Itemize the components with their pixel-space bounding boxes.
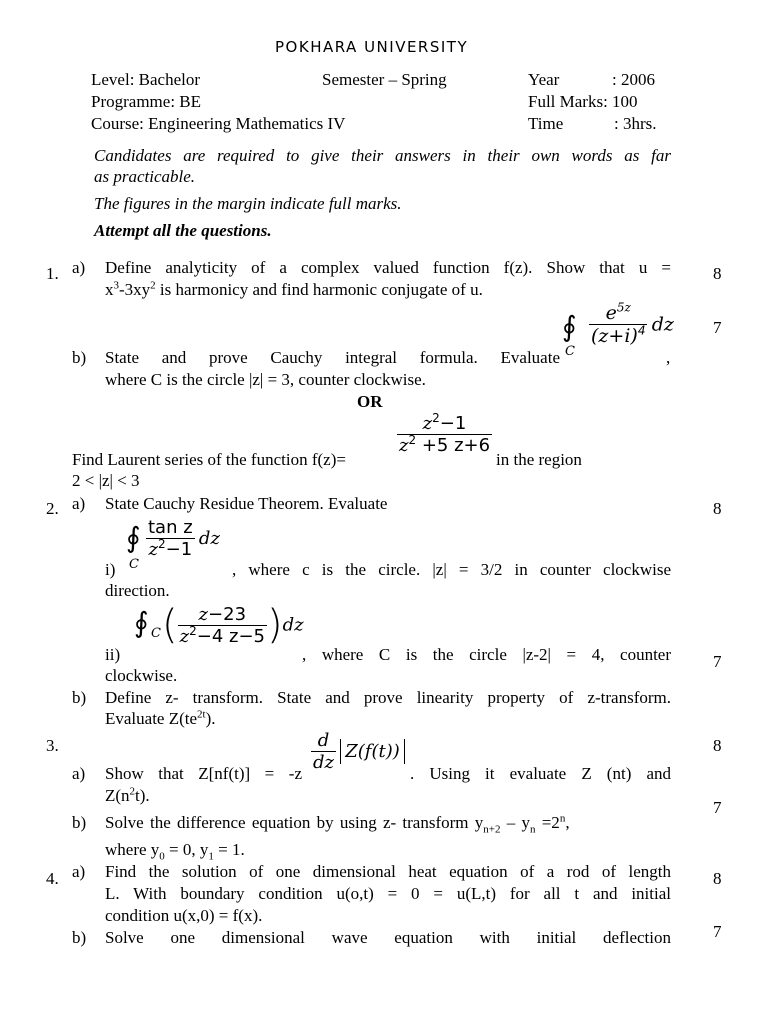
q1a-marks: 8 (713, 264, 722, 283)
q1a-line-1: Define analyticity of a complex valued function f(z). Show that u = (105, 258, 671, 277)
q1b-comma: , (666, 348, 671, 367)
q1a-label: a) (72, 258, 86, 277)
level-text: Level: Bachelor (91, 70, 201, 89)
instruction-line-2: The figures in the margin indicate full marks. (94, 194, 402, 213)
q4a-line-2: L. With boundary condition u(o,t) = 0 = u(L,t) for all t and initial (105, 884, 671, 903)
q2b-label: b) (72, 688, 87, 707)
question-number-3: 3. (46, 736, 59, 755)
q4b-label: b) (72, 928, 87, 947)
q3a-text-2: . Using it evaluate Z (nt) and (410, 764, 671, 783)
time-label: Time (528, 114, 564, 133)
q2ii-label: ii) (105, 645, 121, 664)
q1b-line-1: State and prove Cauchy integral formula. Evaluate (105, 348, 560, 367)
laurent-text-1: Find Laurent series of the function f(z)= (72, 450, 346, 469)
q2i-label: i) (105, 560, 116, 579)
instruction-line-1a: Candidates are required to give their answers in their own words as far (94, 146, 671, 165)
q3a-label: a) (72, 764, 86, 783)
q2i-line-2: direction. (105, 581, 170, 600)
or-divider: OR (357, 392, 383, 411)
contour-label-c: C (565, 344, 575, 359)
fraction: $\frac{e^{5z}}{(z+i)^4}$ (591, 300, 646, 347)
q2ii-text: , where C is the circle |z-2| = 4, counter (302, 645, 671, 664)
q1b-label: b) (72, 348, 87, 367)
instruction-line-3: Attempt all the questions. (94, 221, 272, 240)
question-number-1: 1. (46, 264, 59, 283)
q3-marks-top: 8 (713, 736, 722, 755)
q2ii-marks: 7 (713, 652, 722, 671)
q1b-marks: 7 (713, 318, 722, 337)
programme-text: Programme: BE (91, 92, 202, 111)
q4a-marks: 8 (713, 869, 722, 888)
q4b-line-1: Solve one dimensional wave equation with initial deflection (105, 928, 671, 947)
year-label: Year (528, 70, 560, 89)
q4a-line-1: Find the solution of one dimensional heat equation of a rod of length (105, 862, 671, 881)
laurent-fraction: $\frac{z^2-1}{z^2 +5 z+6}$ (399, 411, 491, 456)
q4a-label: a) (72, 862, 86, 881)
question-number-2: 2. (46, 499, 59, 518)
q3b-label: b) (72, 813, 87, 832)
q1b-line-2: where C is the circle |z| = 3, counter clockwise. (105, 370, 426, 389)
year-value: : 2006 (612, 70, 655, 89)
q3b-line-1: Solve the difference equation by using z- transform $y_{n+2} - y_n =2^n$, (105, 812, 570, 836)
q3a-text-1: Show that Z[nf(t)] = -z (105, 764, 302, 783)
q3-derivative-formula: $\frac{d}{dz}$ Z(f(t)) (311, 730, 405, 773)
q2i-text: , where c is the circle. |z| = 3/2 in counter clockwise (232, 560, 671, 579)
laurent-region: 2 < |z| < 3 (72, 471, 140, 490)
q3a-line-2: $Z(n^2t)$. (105, 785, 150, 805)
q2a-line-1: State Cauchy Residue Theorem. Evaluate (105, 494, 388, 513)
q4b-marks: 7 (713, 922, 722, 941)
laurent-text-2: in the region (496, 450, 582, 469)
q3b-line-2: where $y_0 = 0$, $y_1 = 1$. (105, 840, 245, 863)
question-number-4: 4. (46, 869, 59, 888)
time-value: : 3hrs. (614, 114, 657, 133)
contour-integral-symbol: ∮ (126, 521, 141, 554)
semester-text: Semester – Spring (322, 70, 447, 89)
q3b-marks: 7 (713, 798, 722, 817)
full-marks-text: Full Marks: 100 (528, 92, 638, 111)
q2a-label: a) (72, 494, 86, 513)
q2b-line-2: Evaluate $Z(te^{2t})$. (105, 708, 216, 728)
q1a-line-2: $x^3-3xy^2$ is harmonicy and find harmonic conjugate of u. (105, 279, 483, 299)
q2b-line-1: Define z- transform. State and prove linearity property of z-transform. (105, 688, 671, 707)
q2ii-line-2: clockwise. (105, 666, 178, 685)
q2a-marks: 8 (713, 499, 722, 518)
university-title: POKHARA UNIVERSITY (275, 38, 469, 56)
course-text: Course: Engineering Mathematics IV (91, 114, 346, 133)
contour-integral-symbol: ∮ (134, 606, 149, 639)
contour-integral-symbol: ∮ (562, 310, 577, 343)
q4a-line-3: condition u(x,0) = f(x). (105, 906, 263, 925)
instruction-line-1b: as practicable. (94, 167, 196, 186)
